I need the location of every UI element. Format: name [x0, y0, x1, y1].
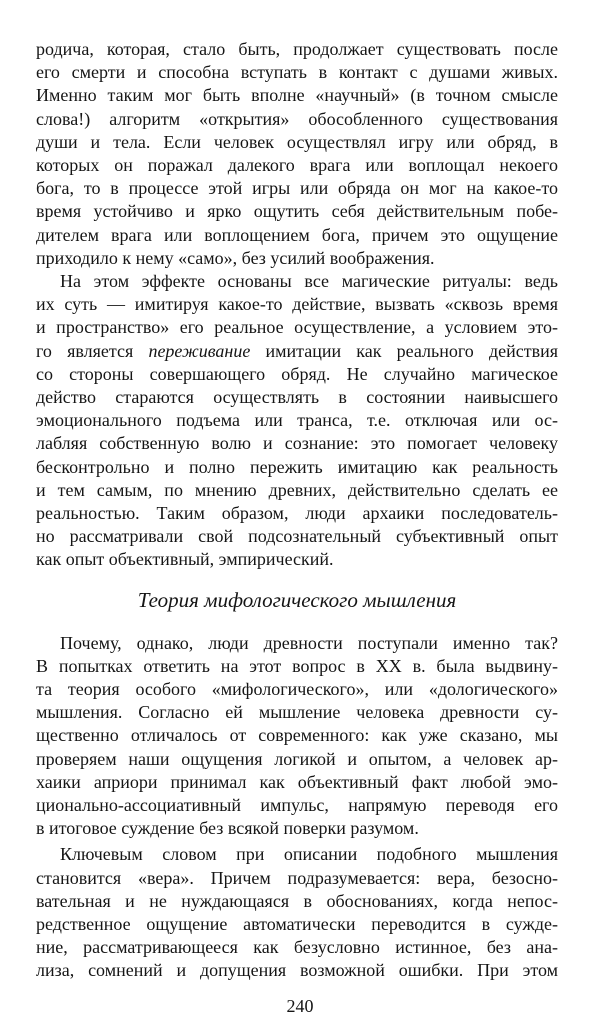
text-line: ние, рассматривающееся как безусловно истинное, без ана- [36, 937, 558, 958]
text-line: редственное ощущение автоматически переводится в сужде- [36, 914, 558, 934]
text-line: и пространство» его реальное осуществление, а условием это- [36, 317, 558, 338]
text-line: родича, которая, стало быть, продолжает существовать после [36, 39, 558, 59]
text-line: бога, то в процессе этой игры или обряда он мог на какое-то [36, 178, 558, 199]
text-line: которых он поражал далекого врага или воплощал некоего [36, 155, 558, 175]
text-line: действо стараются осуществлять в состоянии наивысшего [36, 387, 558, 407]
text-line: становится «вера». Причем подразумевается: вера, безосно- [36, 867, 558, 888]
text-segment: имитации как реального действия [265, 340, 558, 361]
text-line: время устойчиво и ярко ощутить себя действительным побе- [36, 201, 558, 222]
text-line: В попытках ответить на этот вопрос в XX в. была выдвину- [36, 655, 558, 676]
text-line: в итоговое суждение без всякой поверки разумом. [36, 818, 419, 839]
text-line: его смерти и способна вступать в контакт с душами живых. [36, 62, 558, 83]
text-line: лиза, сомнений и допущения возможной ошибки. При этом [36, 960, 558, 981]
text-line: проверяем наши ощущения логикой и опытом, а человек ар- [36, 748, 558, 769]
section-heading: Теория мифологического мышления [137, 587, 457, 612]
text-line: их суть — имитируя какое-то действие, вызвать «сквозь время [36, 294, 558, 315]
text-line: приходило к нему «само», без усилий воображения. [36, 247, 435, 268]
text-line: души и тела. Если человек осуществлял игру или обряд, в [36, 131, 558, 152]
text-line: реальностью. Таким образом, люди архаики последователь- [36, 503, 558, 523]
text-line-indented: Почему, однако, люди древности поступали именно так? [60, 632, 558, 653]
text-line: эмоционального подъема или транса, т.е. отключая или ос- [36, 410, 558, 431]
text-line-indented: Ключевым словом при описании подобного мышления [60, 844, 558, 865]
text-line-with-emphasis [36, 340, 558, 363]
text-line: мышления. Согласно ей мышление человека древности су- [36, 702, 558, 723]
text-line: как опыт объективный, эмпирический. [36, 549, 334, 570]
text-line-indented: На этом эффекте основаны все магические ритуалы: ведь [60, 271, 558, 291]
text-line: дителем врага или воплощением бога, причем это ощущение [36, 224, 558, 245]
text-line: бесконтрольно и полно пережить имитацию как реальность [36, 456, 558, 477]
text-line: ционально-ассоциативный импульс, напрямую переводя его [36, 795, 558, 815]
text-line: хаики априори принимал как объективный факт любой эмо- [36, 771, 558, 792]
text-line: лабляя собственную волю и сознание: это помогает человеку [36, 433, 558, 454]
text-line: слова!) алгоритм «открытия» обособленного существования [36, 108, 558, 129]
text-line: и тем самым, по мнению древних, действительно сделать ее [36, 479, 558, 500]
text-line: но рассматривали свой подсознательный субъективный опыт [36, 526, 558, 547]
text-line: со стороны совершающего обряд. Не случайно магическое [36, 363, 558, 384]
page-number: 240 [286, 995, 314, 1016]
text-line: та теория особого «мифологического», или «дологического» [36, 679, 558, 699]
text-segment: го является [36, 340, 134, 361]
emphasis-word: переживание [148, 340, 251, 361]
text-line: щественно отличалось от современного: как уже сказано, мы [36, 725, 558, 746]
text-line: Именно таким мог быть вполне «научный» (в точном смысле [36, 85, 558, 106]
text-line: вательная и не нуждающаяся в обоснованиях, когда непос- [36, 890, 558, 911]
